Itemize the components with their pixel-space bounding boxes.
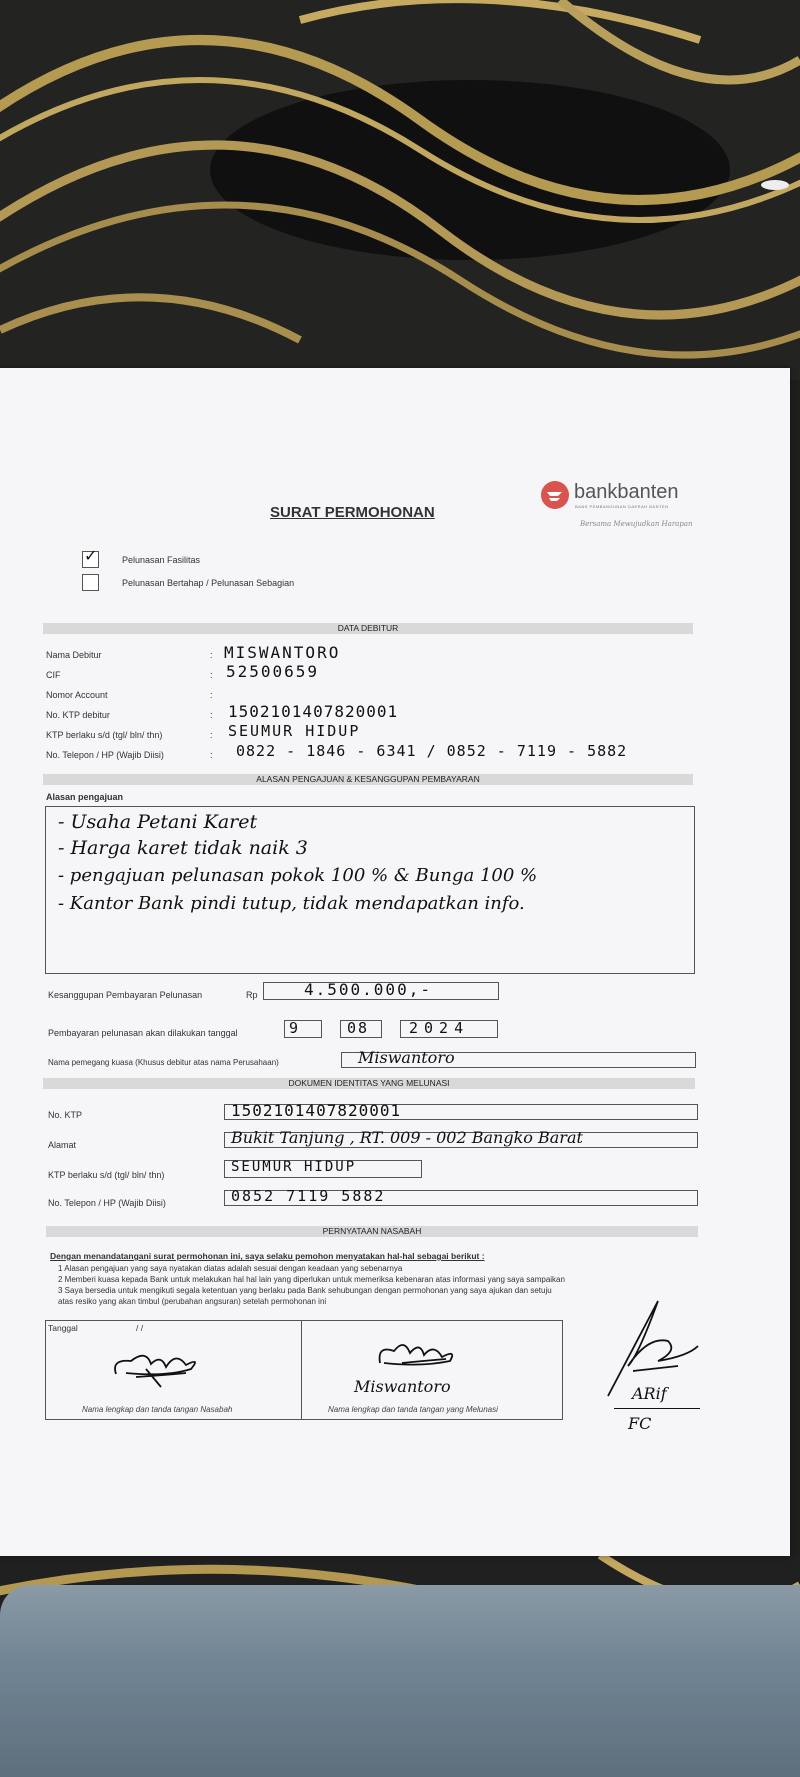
value-amount: 4.500.000,- (304, 980, 432, 999)
background-fabric-top (0, 0, 800, 380)
alasan-line-3: - pengajuan pelunasan pokok 100 % & Bunga 100 % (58, 865, 538, 886)
label-no-ktp-debitur: No. KTP debitur (46, 710, 110, 720)
officer-role: FC (628, 1414, 652, 1433)
dok-ktp-box (224, 1101, 698, 1120)
label-tanggal-pembayaran: Pembayaran pelunasan akan dilakukan tanggal (48, 1028, 238, 1038)
value-dok-alamat: Bukit Tanjung , RT. 009 - 002 Bangko Barat (231, 1128, 583, 1147)
checkbox-pelunasan-bertahap[interactable] (82, 574, 99, 591)
pernyataan-item-3: 3 Saya bersedia untuk mengikuti segala ketentuan yang berlaku pada Bank sehubungan dengan permohonan yang saya ajukan dan setuju (58, 1286, 552, 1295)
value-nama-debitur: MISWANTORO (224, 643, 341, 662)
value-dok-ktp-berlaku: SEUMUR HIDUP (231, 1159, 357, 1175)
alasan-line-4: - Kantor Bank pindi tutup, tidak mendapatkan info. (58, 893, 525, 914)
value-month: 08 (347, 1019, 370, 1037)
officer-underline (614, 1408, 700, 1409)
value-dok-telepon: 0852 7119 5882 (231, 1187, 386, 1205)
dok-ktp-berlaku-box (224, 1160, 422, 1178)
dok-alamat-box (224, 1128, 698, 1148)
option-label-1: Pelunasan Fasilitas (122, 555, 201, 565)
value-no-ktp-debitur: 1502101407820001 (228, 702, 399, 721)
label-ktp-berlaku: KTP berlaku s/d (tgl/ bln/ thn) (46, 730, 163, 740)
caption-melunasi: Nama lengkap dan tanda tangan yang Melunasi (328, 1405, 498, 1414)
pernyataan-item-2: 2 Memberi kuasa kepada Bank untuk melakukan hal hal lain yang diperlukan untuk memeriksa kebenaran atas informasi yang saya sampaikan (58, 1275, 565, 1284)
bank-subtitle: BANK PEMBANGUNAN DAERAH BANTEN (575, 504, 669, 509)
signature-melunasi-mark (372, 1333, 482, 1378)
value-no-telepon: 0822 - 1846 - 6341 / 0852 - 7119 - 5882 (236, 742, 628, 760)
signature-box-nasabah (45, 1320, 302, 1420)
bank-tagline: Bersama Mewujudkan Harapan (580, 520, 693, 528)
pernyataan-item-1: 1 Alasan pengajuan yang saya nyatakan diatas adalah sesuai dengan keadaan yang sebenarnya (58, 1264, 403, 1273)
label-dok-telepon: No. Telepon / HP (Wajib Diisi) (48, 1198, 166, 1208)
pernyataan-intro: Dengan menandatangani surat permohonan ini, saya selaku pemohon menyatakan hal-hal sebagai berikut : (50, 1251, 485, 1261)
label-nama-debitur: Nama Debitur (46, 650, 102, 660)
value-cif: 52500659 (226, 662, 320, 681)
date-separators: / / (136, 1323, 144, 1333)
caption-nasabah: Nama lengkap dan tanda tangan Nasabah (82, 1405, 233, 1414)
label-dok-ktp-berlaku: KTP berlaku s/d (tgl/ bln/ thn) (48, 1170, 165, 1180)
check-icon: ✓ (84, 548, 98, 565)
day-box (284, 1020, 322, 1038)
section-data-debitur: DATA DEBITUR (43, 623, 693, 634)
option-label-2: Pelunasan Bertahap / Pelunasan Sebagian (122, 578, 295, 588)
section-pernyataan: PERNYATAAN NASABAH (46, 1226, 698, 1237)
document-paper: bankbanten BANK PEMBANGUNAN DAERAH BANTEN Bersama Mewujudkan Harapan SURAT PERMOHONAN ✓ Pelunasan Fasilitas Pelunasan Bertahap / Pelunasan Sebagian DATA DEBITUR Nama Debitur : MISWANTORO CIF : 52500659 Nomor Account : No. KTP debitur : 1502101407820001 KTP berlaku s/d (tgl/ bln/ thn) : SEUMUR HIDUP No. Telepon / HP (Wajib Diisi) : 0822 - 1846 - 6341 / 0852 - 7119 - 5882 ALASAN PENGAJUAN & KESANGGUPAN PEMBAYARAN Alasan pengajuan - Usaha Petani Karet - Harga karet tidak naik 3 - pengajuan pelunasan pokok 100 % & Bunga 100 % - Kantor Bank pindi tutup, tidak mendapatkan info. Kesanggupan Pembayaran Pelunasan Rp 4.500.000,- Pembayaran pelunasan akan dilakukan tanggal 9 08 2024 Nama pemegang kuasa (Khusus debitur atas nama Perusahaan) Miswantoro DOKUMEN IDENTITAS YANG MELUNASI No. KTP 1502101407820001 Alamat Bukit Tanjung , RT. 009 - 002 Bangko Barat KTP berlaku s/d (tgl/ bln/ thn) SEUMUR HIDUP No. Telepon / HP (Wajib Diisi) 0852 7119 5882 PERNYATAAN NASABAH Dengan menandatangani surat permohonan ini, saya selaku pemohon menyatakan hal-hal sebagai berikut : 1 Alasan pengajuan yang saya nyatakan diatas adalah sesuai dengan keadaan yang sebenarnya 2 Memberi kuasa kepada Bank untuk melakukan hal hal lain yang diperlukan untuk memeriksa kebenaran atas informasi yang saya sampaikan 3 Saya bersedia untuk mengikuti segala ketentuan yang berlaku pada Bank sehubungan dengan permohonan yang saya ajukan dan setuju atas resiko yang akan timbul (perubahan angsuran) setelah permohonan ini Tanggal / / Nama lengkap dan tanda tangan Nasabah Miswantoro Nama lengkap dan tanda tangan yang Melunasi ARif FC (0, 368, 790, 1556)
label-kesanggupan: Kesanggupan Pembayaran Pelunasan (48, 990, 203, 1000)
bank-name: bankbanten (574, 481, 679, 503)
label-no-telepon: No. Telepon / HP (Wajib Diisi) (46, 750, 164, 760)
value-kuasa: Miswantoro (358, 1048, 455, 1067)
dok-telepon-box (224, 1187, 698, 1206)
alasan-line-1: - Usaha Petani Karet (58, 811, 258, 833)
page-title: SURAT PERMOHONAN (270, 504, 435, 521)
bank-logo-icon (540, 480, 570, 510)
label-tanggal: Tanggal (48, 1323, 78, 1333)
section-dokumen: DOKUMEN IDENTITAS YANG MELUNASI (43, 1078, 695, 1089)
value-dok-ktp: 1502101407820001 (231, 1101, 402, 1120)
kuasa-box (341, 1048, 696, 1068)
month-box (340, 1020, 382, 1038)
alasan-line-2: - Harga karet tidak naik 3 (58, 837, 308, 859)
value-sig-melunasi-name: Miswantoro (354, 1377, 451, 1396)
amount-box (263, 982, 499, 1000)
label-nomor-account: Nomor Account (46, 690, 108, 700)
section-alasan: ALASAN PENGAJUAN & KESANGGUPAN PEMBAYARAN (43, 774, 693, 785)
pernyataan-item-3b: atas resiko yang akan timbul (perubahan angsuran) setelah permohonan ini (58, 1297, 327, 1306)
label-rp: Rp (246, 990, 258, 1000)
signature-box-melunasi (301, 1320, 563, 1420)
label-alasan-pengajuan: Alasan pengajuan (46, 792, 124, 802)
label-dok-alamat: Alamat (48, 1140, 77, 1150)
value-year: 2024 (409, 1019, 470, 1037)
signature-nasabah-mark (106, 1339, 236, 1389)
value-day: 9 (289, 1019, 301, 1037)
year-box (400, 1020, 498, 1038)
checkbox-pelunasan-fasilitas[interactable] (82, 548, 99, 568)
label-kuasa: Nama pemegang kuasa (Khusus debitur atas nama Perusahaan) (48, 1058, 279, 1067)
value-ktp-berlaku: SEUMUR HIDUP (228, 722, 361, 740)
alasan-box (45, 806, 695, 974)
label-dok-ktp: No. KTP (48, 1110, 83, 1120)
jeans-foreground (0, 1585, 800, 1777)
officer-name: ARif (632, 1384, 667, 1403)
label-cif: CIF (46, 670, 61, 680)
